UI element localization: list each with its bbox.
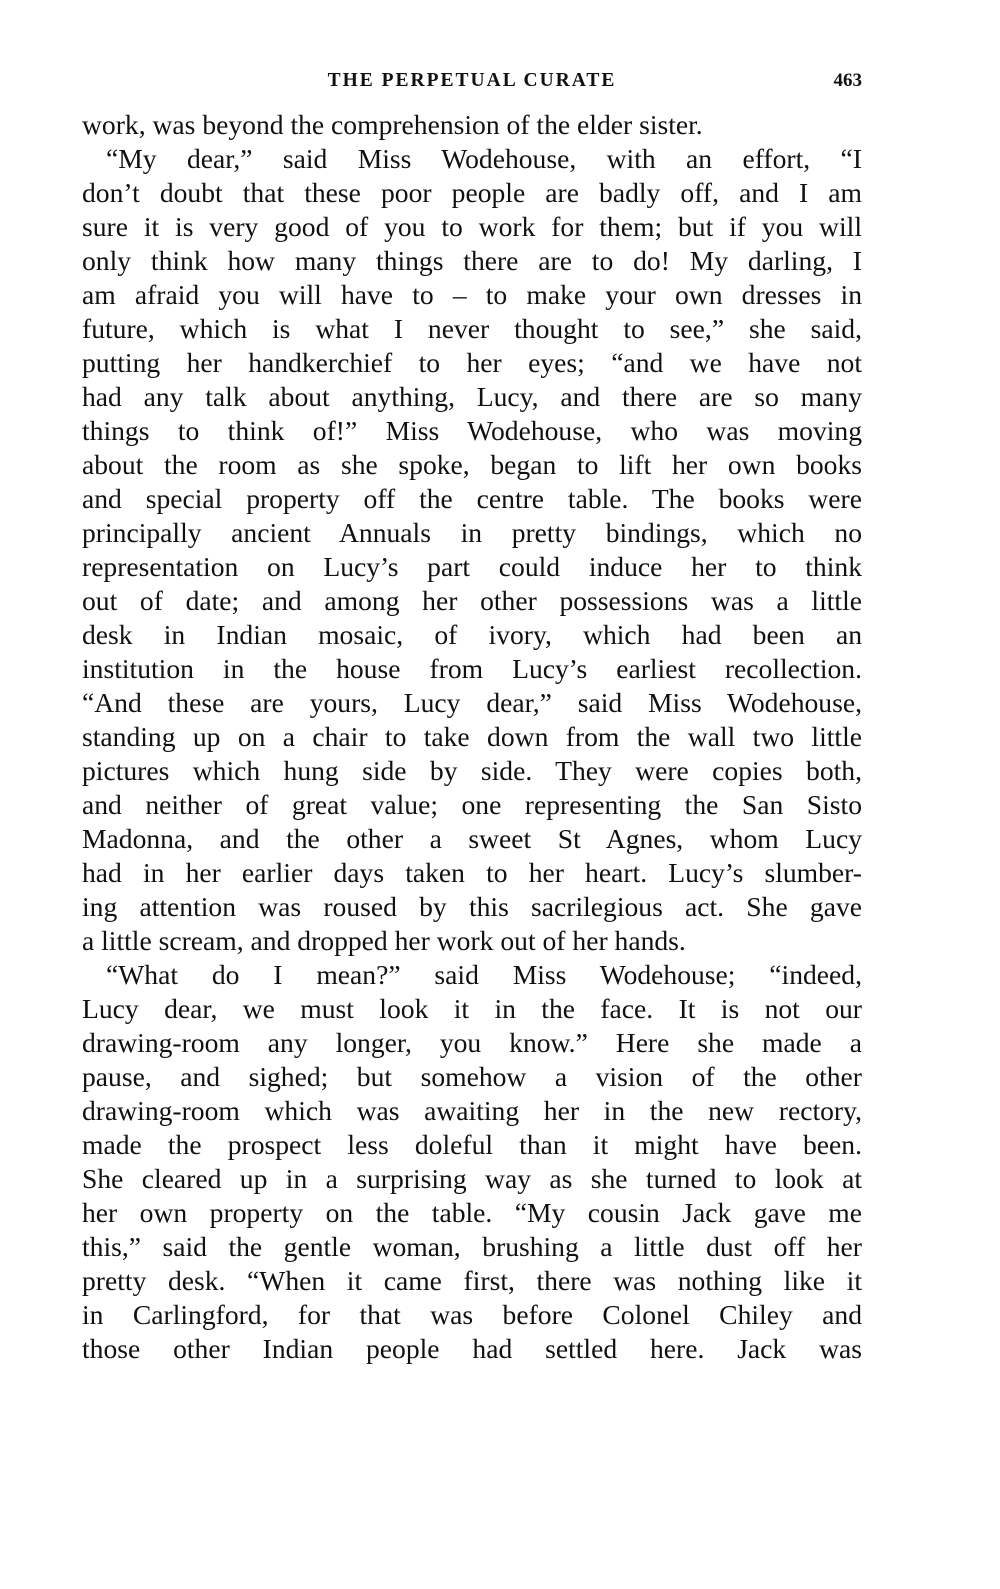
text-line: drawing-room which was awaiting her in the new rectory, [82, 1095, 862, 1126]
text-line: Madonna, and the other a sweet St Agnes, whom Lucy [82, 823, 862, 854]
text-line: desk in Indian mosaic, of ivory, which had been an [82, 619, 862, 650]
text-line: out of date; and among her other possessions was a little [82, 585, 862, 616]
text-line: her own property on the table. “My cousin Jack gave me [82, 1197, 862, 1228]
text-line: pictures which hung side by side. They were copies both, [82, 755, 862, 786]
text-line: sure it is very good of you to work for them; but if you will [82, 211, 862, 242]
text-line: had any talk about anything, Lucy, and there are so many [82, 381, 862, 412]
body-text [82, 108, 862, 1366]
text-line: pause, and sighed; but somehow a vision of the other [82, 1061, 862, 1092]
text-line: putting her handkerchief to her eyes; “and we have not [82, 347, 862, 378]
text-line: future, which is what I never thought to see,” she said, [82, 313, 862, 344]
running-title: THE PERPETUAL CURATE [327, 70, 617, 91]
text-line: only think how many things there are to do! My darling, I [82, 245, 862, 276]
text-line: and special property off the centre table. The books were [82, 483, 862, 514]
text-line: things to think of!” Miss Wodehouse, who was moving [82, 415, 862, 446]
text-line: representation on Lucy’s part could induce her to think [82, 551, 862, 582]
text-line: Lucy dear, we must look it in the face. It is not our [82, 993, 862, 1024]
text-line: don’t doubt that these poor people are badly off, and I am [82, 177, 862, 208]
text-line: made the prospect less doleful than it might have been. [82, 1129, 862, 1160]
text-line: had in her earlier days taken to her heart. Lucy’s slumber- [82, 857, 862, 888]
running-head [82, 70, 862, 98]
text-line: am afraid you will have to – to make your own dresses in [82, 279, 862, 310]
text-line: principally ancient Annuals in pretty bindings, which no [82, 517, 862, 548]
text-line: about the room as she spoke, began to lift her own books [82, 449, 862, 480]
text-line: work, was beyond the comprehension of the elder sister. [82, 109, 703, 140]
text-line: “What do I mean?” said Miss Wodehouse; “indeed, [106, 959, 862, 990]
page-number: 463 [833, 70, 862, 91]
text-line: drawing-room any longer, you know.” Here she made a [82, 1027, 862, 1058]
text-line: and neither of great value; one representing the San Sisto [82, 789, 862, 820]
text-line: “My dear,” said Miss Wodehouse, with an effort, “I [106, 143, 862, 174]
text-line: ing attention was roused by this sacrilegious act. She gave [82, 891, 862, 922]
text-line: in Carlingford, for that was before Colonel Chiley and [82, 1299, 862, 1330]
text-line: institution in the house from Lucy’s earliest recollection. [82, 653, 862, 684]
text-line: standing up on a chair to take down from the wall two little [82, 721, 862, 752]
text-line: a little scream, and dropped her work out of her hands. [82, 925, 686, 956]
text-line: pretty desk. “When it came first, there was nothing like it [82, 1265, 862, 1296]
text-line: She cleared up in a surprising way as she turned to look at [82, 1163, 862, 1194]
text-line: “And these are yours, Lucy dear,” said Miss Wodehouse, [82, 687, 862, 718]
text-line: this,” said the gentle woman, brushing a little dust off her [82, 1231, 862, 1262]
text-line: those other Indian people had settled here. Jack was [82, 1333, 862, 1364]
